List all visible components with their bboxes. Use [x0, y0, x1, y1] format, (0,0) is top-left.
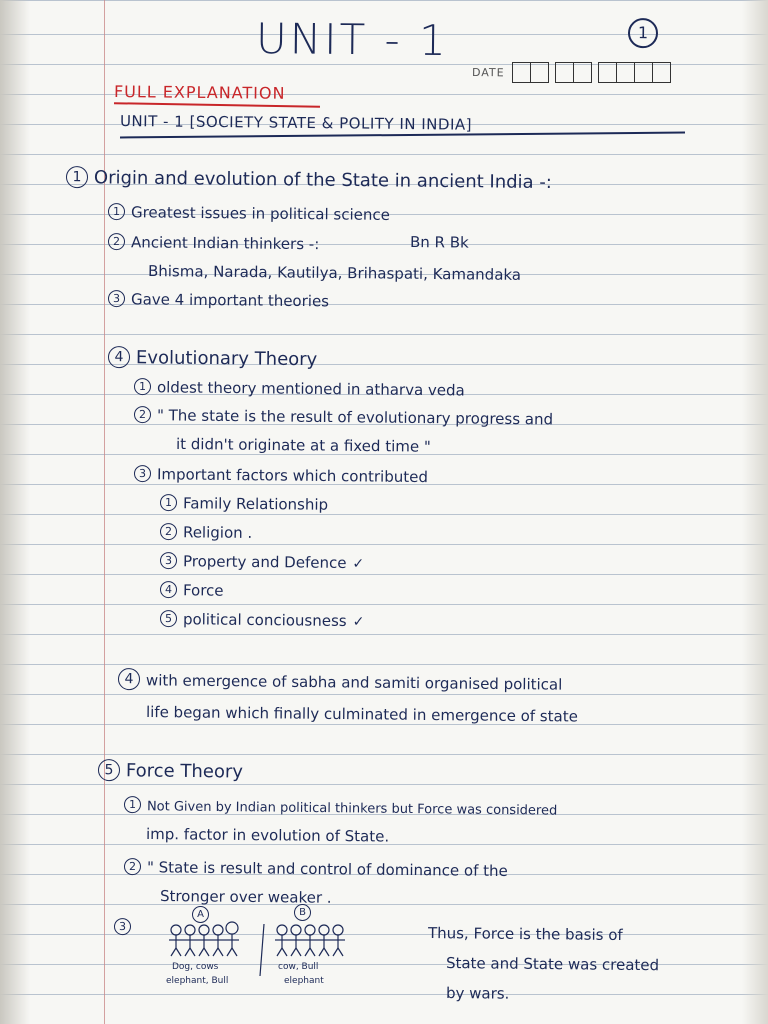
factor-1 [160, 494, 328, 514]
date-label: DATE [471, 66, 505, 80]
item-text: Greatest issues in political science [130, 203, 391, 224]
section1-heading [66, 166, 552, 193]
item-text: Religion . [182, 523, 253, 542]
heading-text: Evolutionary Theory [135, 347, 318, 371]
item-text: " The state is the result of evolutionary progress and [156, 406, 554, 429]
item-number: 3 [108, 290, 125, 307]
group-a-caption-1: Dog, cows [172, 962, 219, 972]
item-number: 1 [124, 796, 141, 813]
item-number: 2 [108, 233, 125, 250]
page-number-circle: 1 [628, 18, 658, 48]
group-b-caption-1: cow, Bull [278, 962, 319, 972]
item-number: 1 [134, 378, 151, 395]
item-number: 5 [160, 610, 177, 627]
item-text: oldest theory mentioned in atharva veda [156, 378, 465, 400]
point-text: with emergence of sabha and samiti organised political [145, 671, 563, 694]
section1-item-1 [108, 203, 390, 224]
item-number: 1 [160, 494, 177, 511]
margin-line [104, 0, 105, 1024]
section1-item-3 [108, 290, 329, 310]
checkmark-icon: ✓ [352, 556, 365, 573]
item-number: 2 [160, 523, 177, 540]
item-number: 4 [160, 581, 177, 598]
item-text: political conciousness [182, 610, 347, 630]
point4-line2: life began which finally culminated in emergence of state [145, 703, 578, 726]
page-title: UNIT - 1 [255, 14, 450, 66]
section1-number: 1 [66, 166, 88, 188]
force-item-2 [124, 858, 508, 880]
group-a-caption-2: elephant, Bull [166, 976, 229, 986]
conclusion-line2: State and State was created [445, 954, 660, 975]
item-number: 3 [134, 465, 151, 482]
force-item-2-continuation: Stronger over weaker . [159, 887, 332, 907]
factor-2 [160, 523, 252, 542]
page-edge-shadow [742, 0, 768, 1024]
group-b-label: B [294, 904, 311, 921]
section-number: 5 [98, 759, 120, 781]
conclusion-line1: Thus, Force is the basis of [427, 924, 623, 945]
full-explanation-underline [114, 102, 320, 108]
evo-item-2 [134, 406, 553, 428]
unit-heading: UNIT - 1 [SOCIETY STATE & POLITY IN INDIA] [119, 112, 473, 134]
point4-line1 [118, 668, 563, 695]
thinker-note: Bn R Bk [409, 233, 469, 252]
date-boxes [512, 62, 671, 83]
point-number: 4 [118, 668, 140, 690]
factor-5 [160, 610, 365, 630]
item-text: Force [182, 581, 224, 600]
section-number: 4 [108, 346, 130, 368]
factor-4 [160, 581, 224, 600]
item-text: " State is result and control of dominance of the [146, 858, 508, 881]
item-text: Gave 4 important theories [130, 290, 330, 311]
item-text: Ancient Indian thinkers -: [130, 233, 320, 254]
group-a-label: A [192, 906, 209, 923]
item-number: 2 [124, 858, 141, 875]
force-item-3 [114, 918, 137, 936]
conclusion-line3: by wars. [445, 984, 510, 1003]
item-text: Not Given by Indian political thinkers but Force was considered [146, 799, 558, 819]
heading-text: Force Theory [125, 760, 244, 783]
item-number: 2 [134, 406, 151, 423]
evo-item-3 [134, 465, 428, 486]
item-number: 3 [114, 918, 131, 935]
evo-item-1 [134, 378, 465, 399]
section1-heading-text: Origin and evolution of the State in ancient India -: [93, 167, 553, 194]
item-number: 3 [160, 552, 177, 569]
group-b-caption-2: elephant [284, 976, 324, 986]
section1-item-2 [108, 233, 320, 253]
evolutionary-theory-heading [108, 346, 318, 370]
item-text: Property and Defence [182, 552, 347, 572]
thinkers-list: Bhisma, Narada, Kautilya, Brihaspati, Kamandaka [147, 262, 522, 284]
full-explanation-label: FULL EXPLANATION [113, 82, 286, 103]
item-number: 1 [108, 203, 125, 220]
page-binding-shadow [0, 0, 30, 1024]
force-item-1 [124, 796, 557, 819]
force-theory-heading [98, 759, 243, 783]
factor-3 [160, 552, 364, 572]
item-text: Family Relationship [182, 494, 329, 514]
evo-quote-continuation: it didn't originate at a fixed time " [175, 435, 431, 456]
item-text: Important factors which contributed [156, 465, 429, 487]
checkmark-icon: ✓ [352, 614, 365, 631]
force-item-1-continuation: imp. factor in evolution of State. [145, 825, 390, 846]
